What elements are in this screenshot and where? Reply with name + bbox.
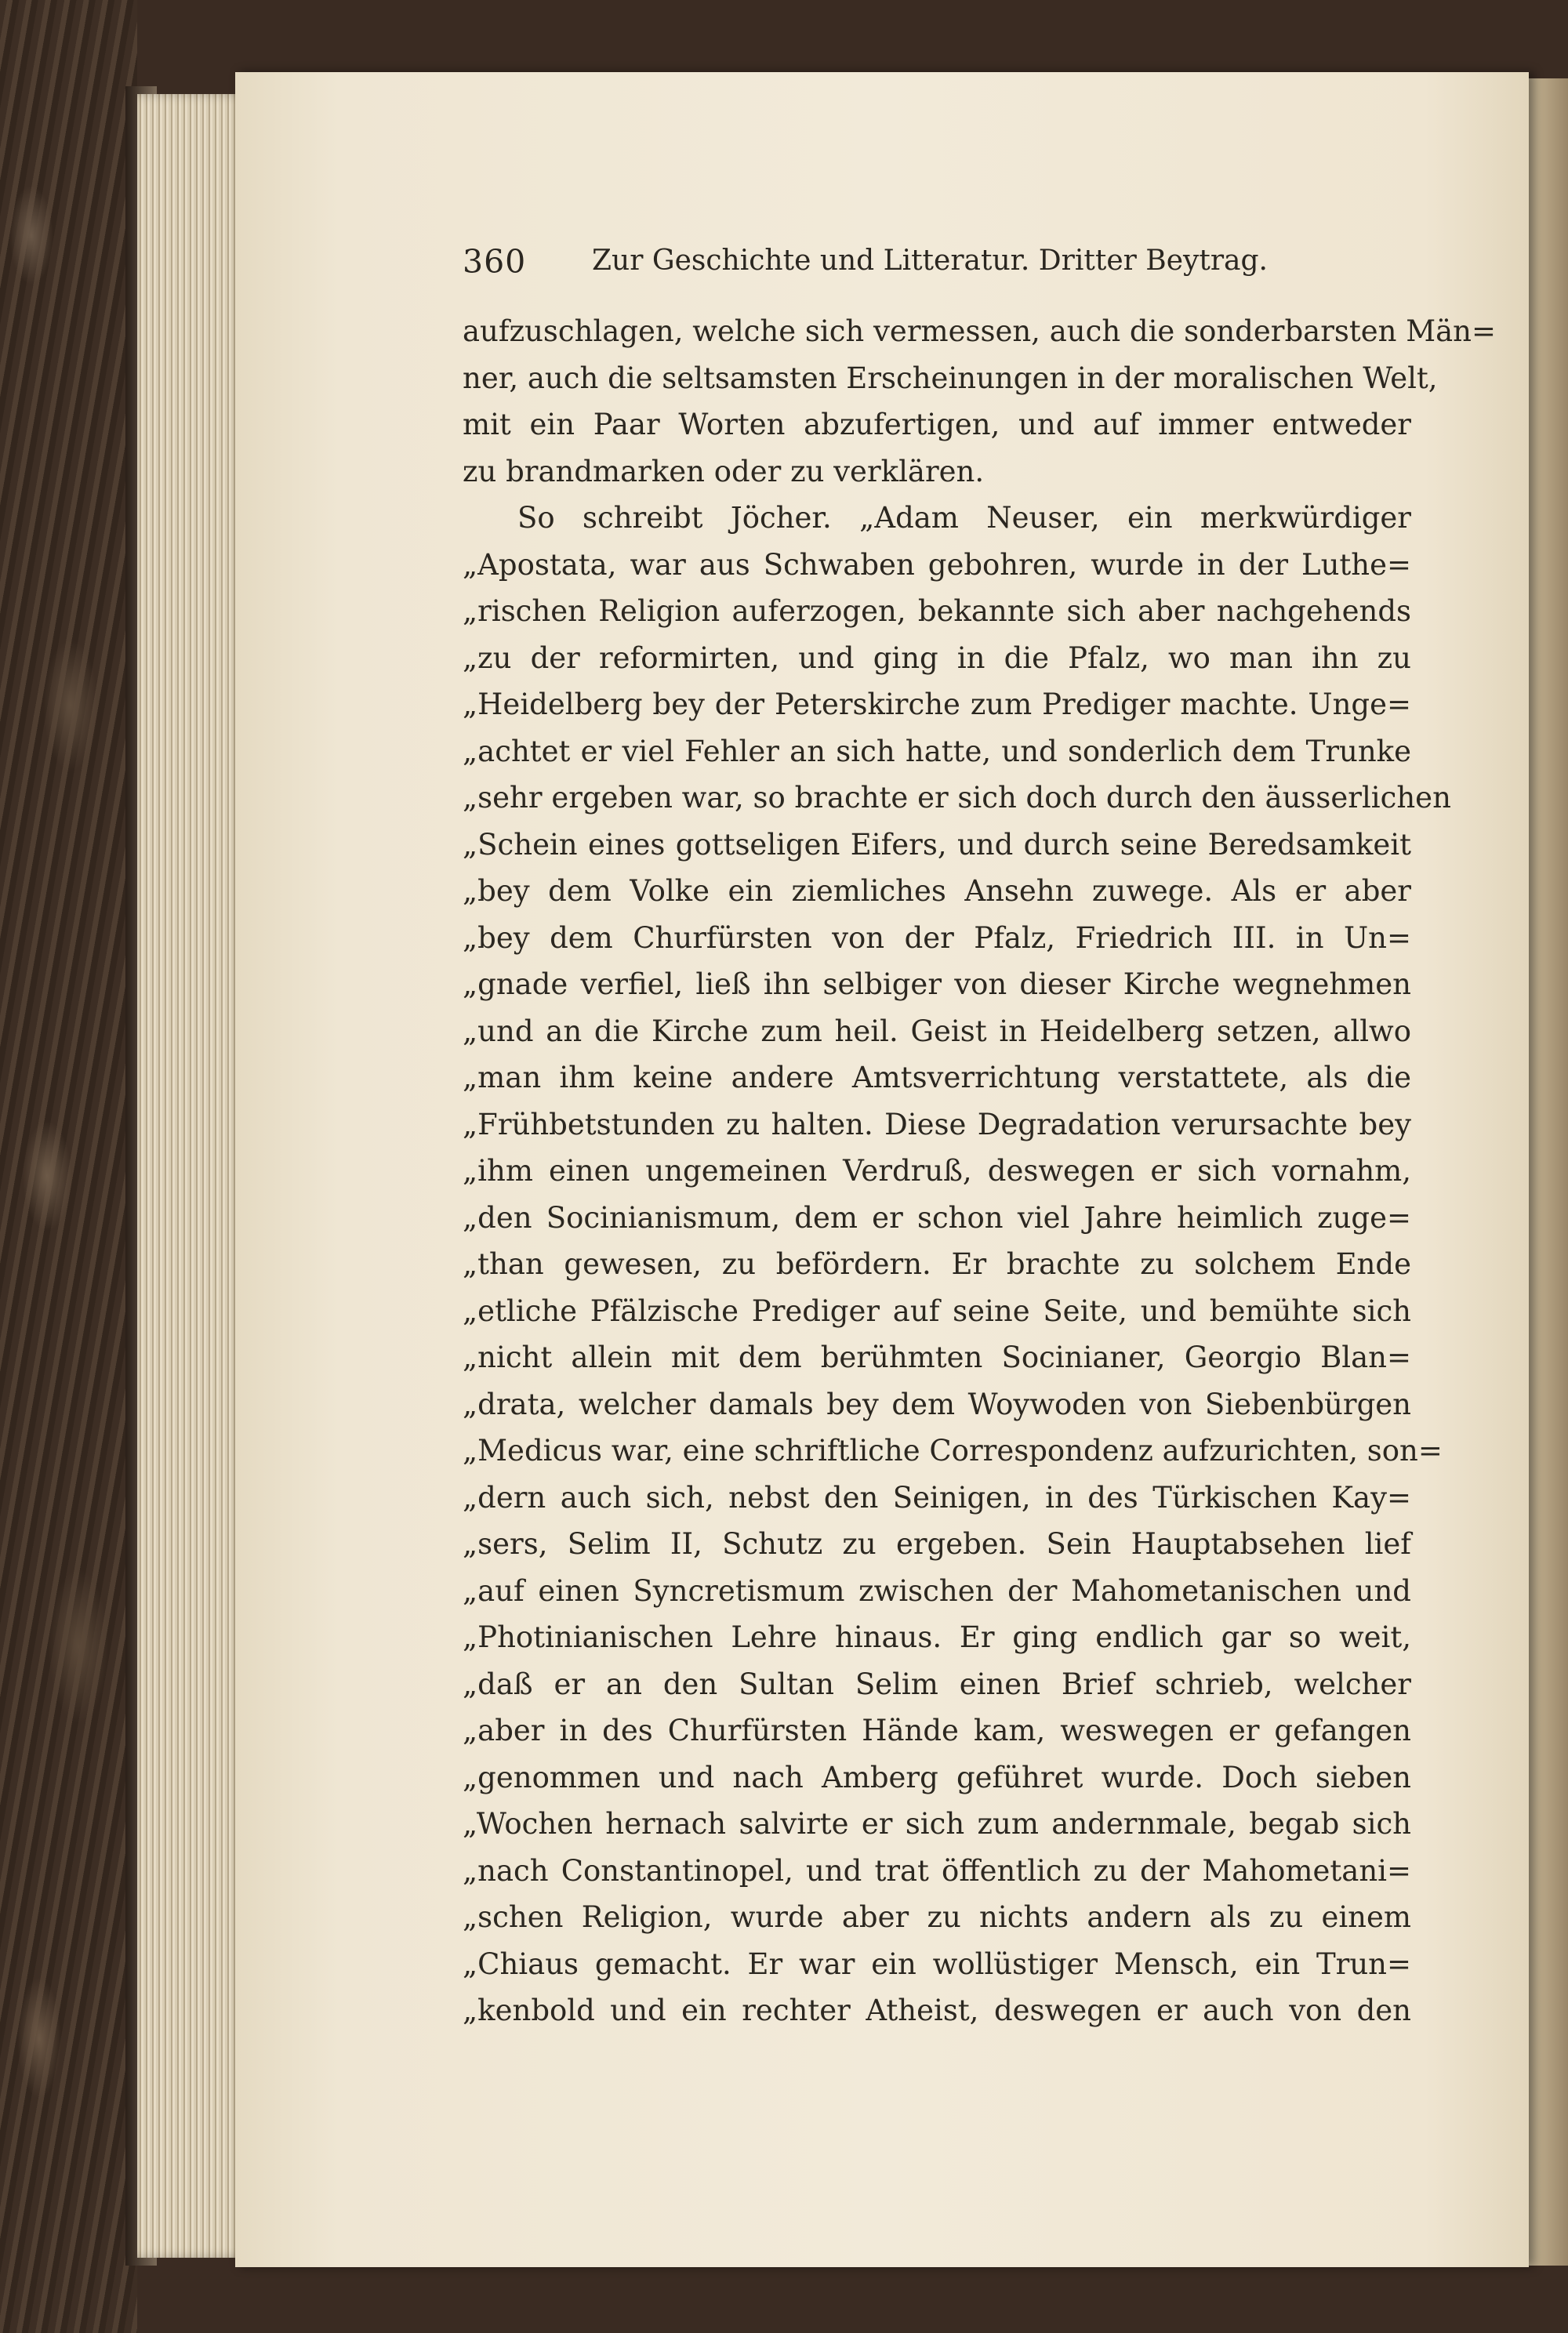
running-head: Zur Geschichte und Litteratur. Dritter Beytrag. [592, 245, 1268, 277]
text-line: „nach Constantinopel, und trat öffentlich zu der Mahometani= [463, 1853, 1411, 1888]
text-line: „den Socinianismum, dem er schon viel Jahre heimlich zuge= [463, 1200, 1411, 1235]
text-line: „Heidelberg bey der Peterskirche zum Prediger machte. Unge= [463, 688, 1411, 721]
text-line: „Frühbetstunden zu halten. Diese Degradation verursachte bey [463, 1107, 1411, 1141]
page-header [463, 243, 1268, 290]
text-line: mit ein Paar Worten abzufertigen, und auf immer entweder [463, 408, 1411, 441]
text-line: „auf einen Syncretismum zwischen der Mahometanischen und [463, 1573, 1411, 1608]
page-number: 360 [463, 243, 527, 281]
text-line: „bey dem Churfürsten von der Pfalz, Friedrich III. in Un= [463, 920, 1411, 955]
text-line: „Medicus war, eine schriftliche Correspondenz aufzurichten, son= [463, 1434, 1443, 1468]
text-line: „man ihm keine andere Amtsverrichtung verstattete, als die [463, 1061, 1411, 1094]
text-line: ner, auch die seltsamsten Erscheinungen in der moralischen Welt, [463, 361, 1438, 395]
text-line: „sers, Selim II, Schutz zu ergeben. Sein Hauptabsehen lief [463, 1527, 1411, 1561]
text-line: aufzuschlagen, welche sich vermessen, auch die sonderbarsten Män= [463, 314, 1496, 348]
text-line: „drata, welcher damals bey dem Woywoden von Siebenbürgen [463, 1387, 1411, 1421]
marbled-cover-board [0, 0, 137, 2333]
text-line: „etliche Pfälzische Prediger auf seine Seite, und bemühte sich [463, 1293, 1411, 1328]
text-line: „nicht allein mit dem berühmten Socinianer, Georgio Blan= [463, 1341, 1411, 1374]
text-line: „schen Religion, wurde aber zu nichts andern als zu einem [463, 1900, 1411, 1934]
text-line: „aber in des Churfürsten Hände kam, weswegen er gefangen [463, 1714, 1411, 1747]
text-line: So schreibt Jöcher. „Adam Neuser, ein merkwürdiger [517, 501, 1411, 535]
text-line: „zu der reformirten, und ging in die Pfalz, wo man ihn zu [463, 640, 1411, 675]
text-line: „Schein eines gottseligen Eifers, und durch seine Beredsamkeit [463, 827, 1411, 862]
text-line: „sehr ergeben war, so brachte er sich doch durch den äusserlichen [463, 781, 1451, 815]
text-line: „und an die Kirche zum heil. Geist in Heidelberg setzen, allwo [463, 1014, 1411, 1048]
body-text [463, 308, 1496, 2034]
text-line: „dern auch sich, nebst den Seinigen, in des Türkischen Kay= [463, 1480, 1411, 1515]
text-line: „ihm einen ungemeinen Verdruß, deswegen er sich vornahm, [463, 1154, 1411, 1188]
text-line: zu brandmarken oder zu verklären. [463, 454, 985, 488]
text-line: „daß er an den Sultan Selim einen Brief schrieb, welcher [463, 1667, 1411, 1701]
text-line: „Photinianischen Lehre hinaus. Er ging endlich gar so weit, [463, 1620, 1411, 1654]
text-line: „genommen und nach Amberg geführet wurde. Doch sieben [463, 1760, 1411, 1794]
text-line: „Chiaus gemacht. Er war ein wollüstiger Mensch, ein Trun= [463, 1947, 1411, 1981]
text-line: „achtet er viel Fehler an sich hatte, und sonderlich dem Trunke [463, 734, 1411, 768]
text-line: „rischen Religion auferzogen, bekannte sich aber nachgehends [463, 594, 1411, 628]
text-line: „gnade verfiel, ließ ihn selbiger von dieser Kirche wegnehmen [463, 967, 1411, 1001]
text-line: „bey dem Volke ein ziemliches Ansehn zuwege. Als er aber [463, 874, 1411, 908]
text-line: „kenbold und ein rechter Atheist, deswegen er auch von den [463, 1994, 1411, 2027]
text-line: „Apostata, war aus Schwaben gebohren, wurde in der Luthe= [463, 547, 1411, 582]
text-line: „than gewesen, zu befördern. Er brachte zu solchem Ende [463, 1247, 1411, 1281]
text-line: „Wochen hernach salvirte er sich zum andernmale, begab sich [463, 1807, 1411, 1841]
